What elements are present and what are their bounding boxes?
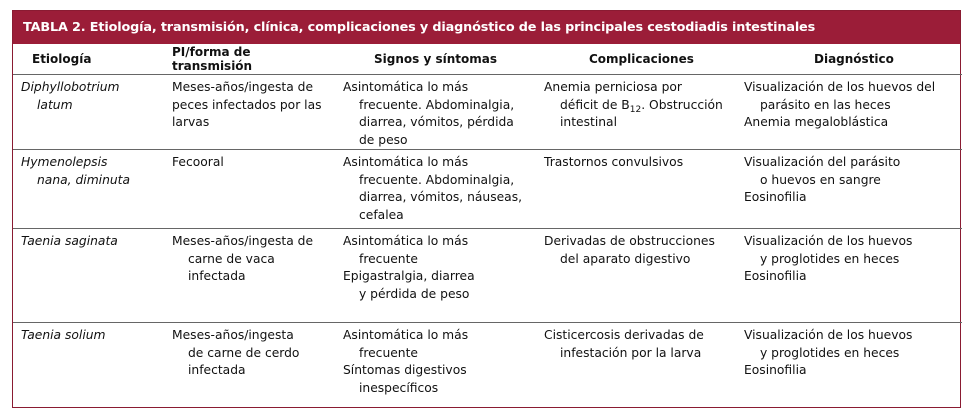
- cell-etiologia: [13, 229, 148, 323]
- cell-line: Eosinofilia: [744, 269, 807, 283]
- subscript: 12: [629, 104, 642, 115]
- cell-line: Asintomática lo más: [343, 155, 469, 169]
- table-row: [13, 323, 962, 398]
- table-container: [12, 10, 961, 408]
- cell-transmision: [148, 323, 333, 398]
- table-row: [13, 150, 962, 229]
- cell-signos: [333, 75, 534, 150]
- cell-line: Trastornos convulsivos: [544, 155, 684, 169]
- cell-line: Meses-años/ingesta de: [172, 234, 314, 248]
- cell-line: latum: [37, 97, 73, 112]
- cell-transmision: [148, 229, 333, 323]
- cell-line: peces infectados por las: [172, 97, 322, 112]
- cell-line: Meses-años/ingesta: [172, 328, 294, 342]
- cell-line: Síntomas digestivos: [343, 363, 467, 377]
- cell-line: intestinal: [560, 115, 617, 129]
- cell-etiologia: [13, 323, 148, 398]
- cell-line: Cisticercosis derivadas de: [544, 328, 704, 342]
- cell-line: de peso: [359, 132, 408, 147]
- cell-line: Asintomática lo más: [343, 234, 469, 248]
- cell-etiologia: [13, 75, 148, 150]
- cell-diagnostico: [734, 323, 962, 398]
- table-row: [13, 229, 962, 323]
- cell-line: frecuente: [359, 345, 418, 360]
- cell-line: Asintomática lo más: [343, 80, 469, 94]
- header-etiologia: Etiología: [13, 44, 148, 75]
- cell-transmision: [148, 150, 333, 229]
- cell-text: . Obstrucción: [641, 97, 723, 112]
- header-row: [13, 44, 962, 75]
- cell-line: diarrea, vómitos, pérdida: [359, 115, 514, 129]
- table-title: TABLA 2. Etiología, transmisión, clínica, complicaciones y diagnóstico de las principales cestodiadis intestinales: [13, 11, 960, 44]
- cell-line: Eosinofilia: [744, 363, 807, 377]
- cell-line: frecuente. Abdominalgia,: [359, 172, 515, 187]
- cell-signos: [333, 229, 534, 323]
- cell-line: y pérdida de peso: [359, 286, 470, 301]
- cell-line: Taenia solium: [21, 328, 106, 342]
- cell-line: Visualización de los huevos del: [744, 80, 936, 94]
- cell-line: nana, diminuta: [37, 172, 131, 187]
- cell-line: y proglotides en heces: [760, 345, 900, 360]
- cell-line: cefalea: [359, 207, 404, 222]
- header-diagnostico: Diagnóstico: [734, 44, 962, 75]
- cell-line: carne de vaca infectada: [188, 251, 275, 283]
- cell-line: o huevos en sangre: [760, 172, 881, 187]
- cell-line: infectada: [188, 363, 246, 377]
- cell-diagnostico: [734, 75, 962, 150]
- cell-line: diarrea, vómitos, náuseas,: [359, 190, 523, 204]
- data-table: [13, 44, 962, 397]
- cell-complicaciones: [534, 75, 734, 150]
- cell-etiologia: [13, 150, 148, 229]
- cell-line: y proglotides en heces: [760, 251, 900, 266]
- cell-line: Asintomática lo más: [343, 328, 469, 342]
- cell-line: parásito en las heces: [760, 97, 891, 112]
- cell-line: Visualización de los huevos: [744, 328, 913, 342]
- cell-line: Epigastralgia, diarrea: [343, 269, 475, 283]
- cell-transmision: [148, 75, 333, 150]
- cell-line: Diphyllobotrium: [21, 80, 120, 94]
- cell-complicaciones: [534, 150, 734, 229]
- cell-complicaciones: [534, 229, 734, 323]
- cell-line: inespecíficos: [359, 380, 439, 395]
- cell-signos: [333, 150, 534, 229]
- cell-line: [544, 97, 730, 115]
- cell-diagnostico: [734, 150, 962, 229]
- cell-line: Anemia megaloblástica: [744, 115, 889, 129]
- cell-complicaciones: [534, 323, 734, 398]
- cell-line: larvas: [172, 115, 210, 129]
- cell-line: frecuente: [359, 251, 418, 266]
- table-row: [13, 75, 962, 150]
- cell-signos: [333, 323, 534, 398]
- cell-line: de carne de cerdo: [188, 345, 300, 360]
- cell-line: frecuente. Abdominalgia,: [359, 97, 515, 112]
- cell-diagnostico: [734, 229, 962, 323]
- cell-line: Taenia saginata: [21, 234, 118, 248]
- header-signos: Signos y síntomas: [333, 44, 534, 75]
- cell-text: déficit de B: [560, 97, 630, 112]
- header-complicaciones: Complicaciones: [534, 44, 734, 75]
- cell-line: Visualización del parásito: [744, 155, 901, 169]
- cell-line: Derivadas de obstrucciones: [544, 234, 715, 248]
- cell-line: Visualización de los huevos: [744, 234, 913, 248]
- cell-line: Anemia perniciosa por: [544, 80, 682, 94]
- cell-line: Hymenolepsis: [21, 155, 108, 169]
- header-transmision: PI/forma de transmisión: [148, 44, 333, 75]
- cell-line: Eosinofilia: [744, 190, 807, 204]
- cell-line: infestación por la larva: [560, 345, 702, 360]
- cell-line: del aparato digestivo: [560, 251, 691, 266]
- cell-line: Meses-años/ingesta de: [172, 80, 314, 94]
- cell-line: Fecooral: [172, 155, 224, 169]
